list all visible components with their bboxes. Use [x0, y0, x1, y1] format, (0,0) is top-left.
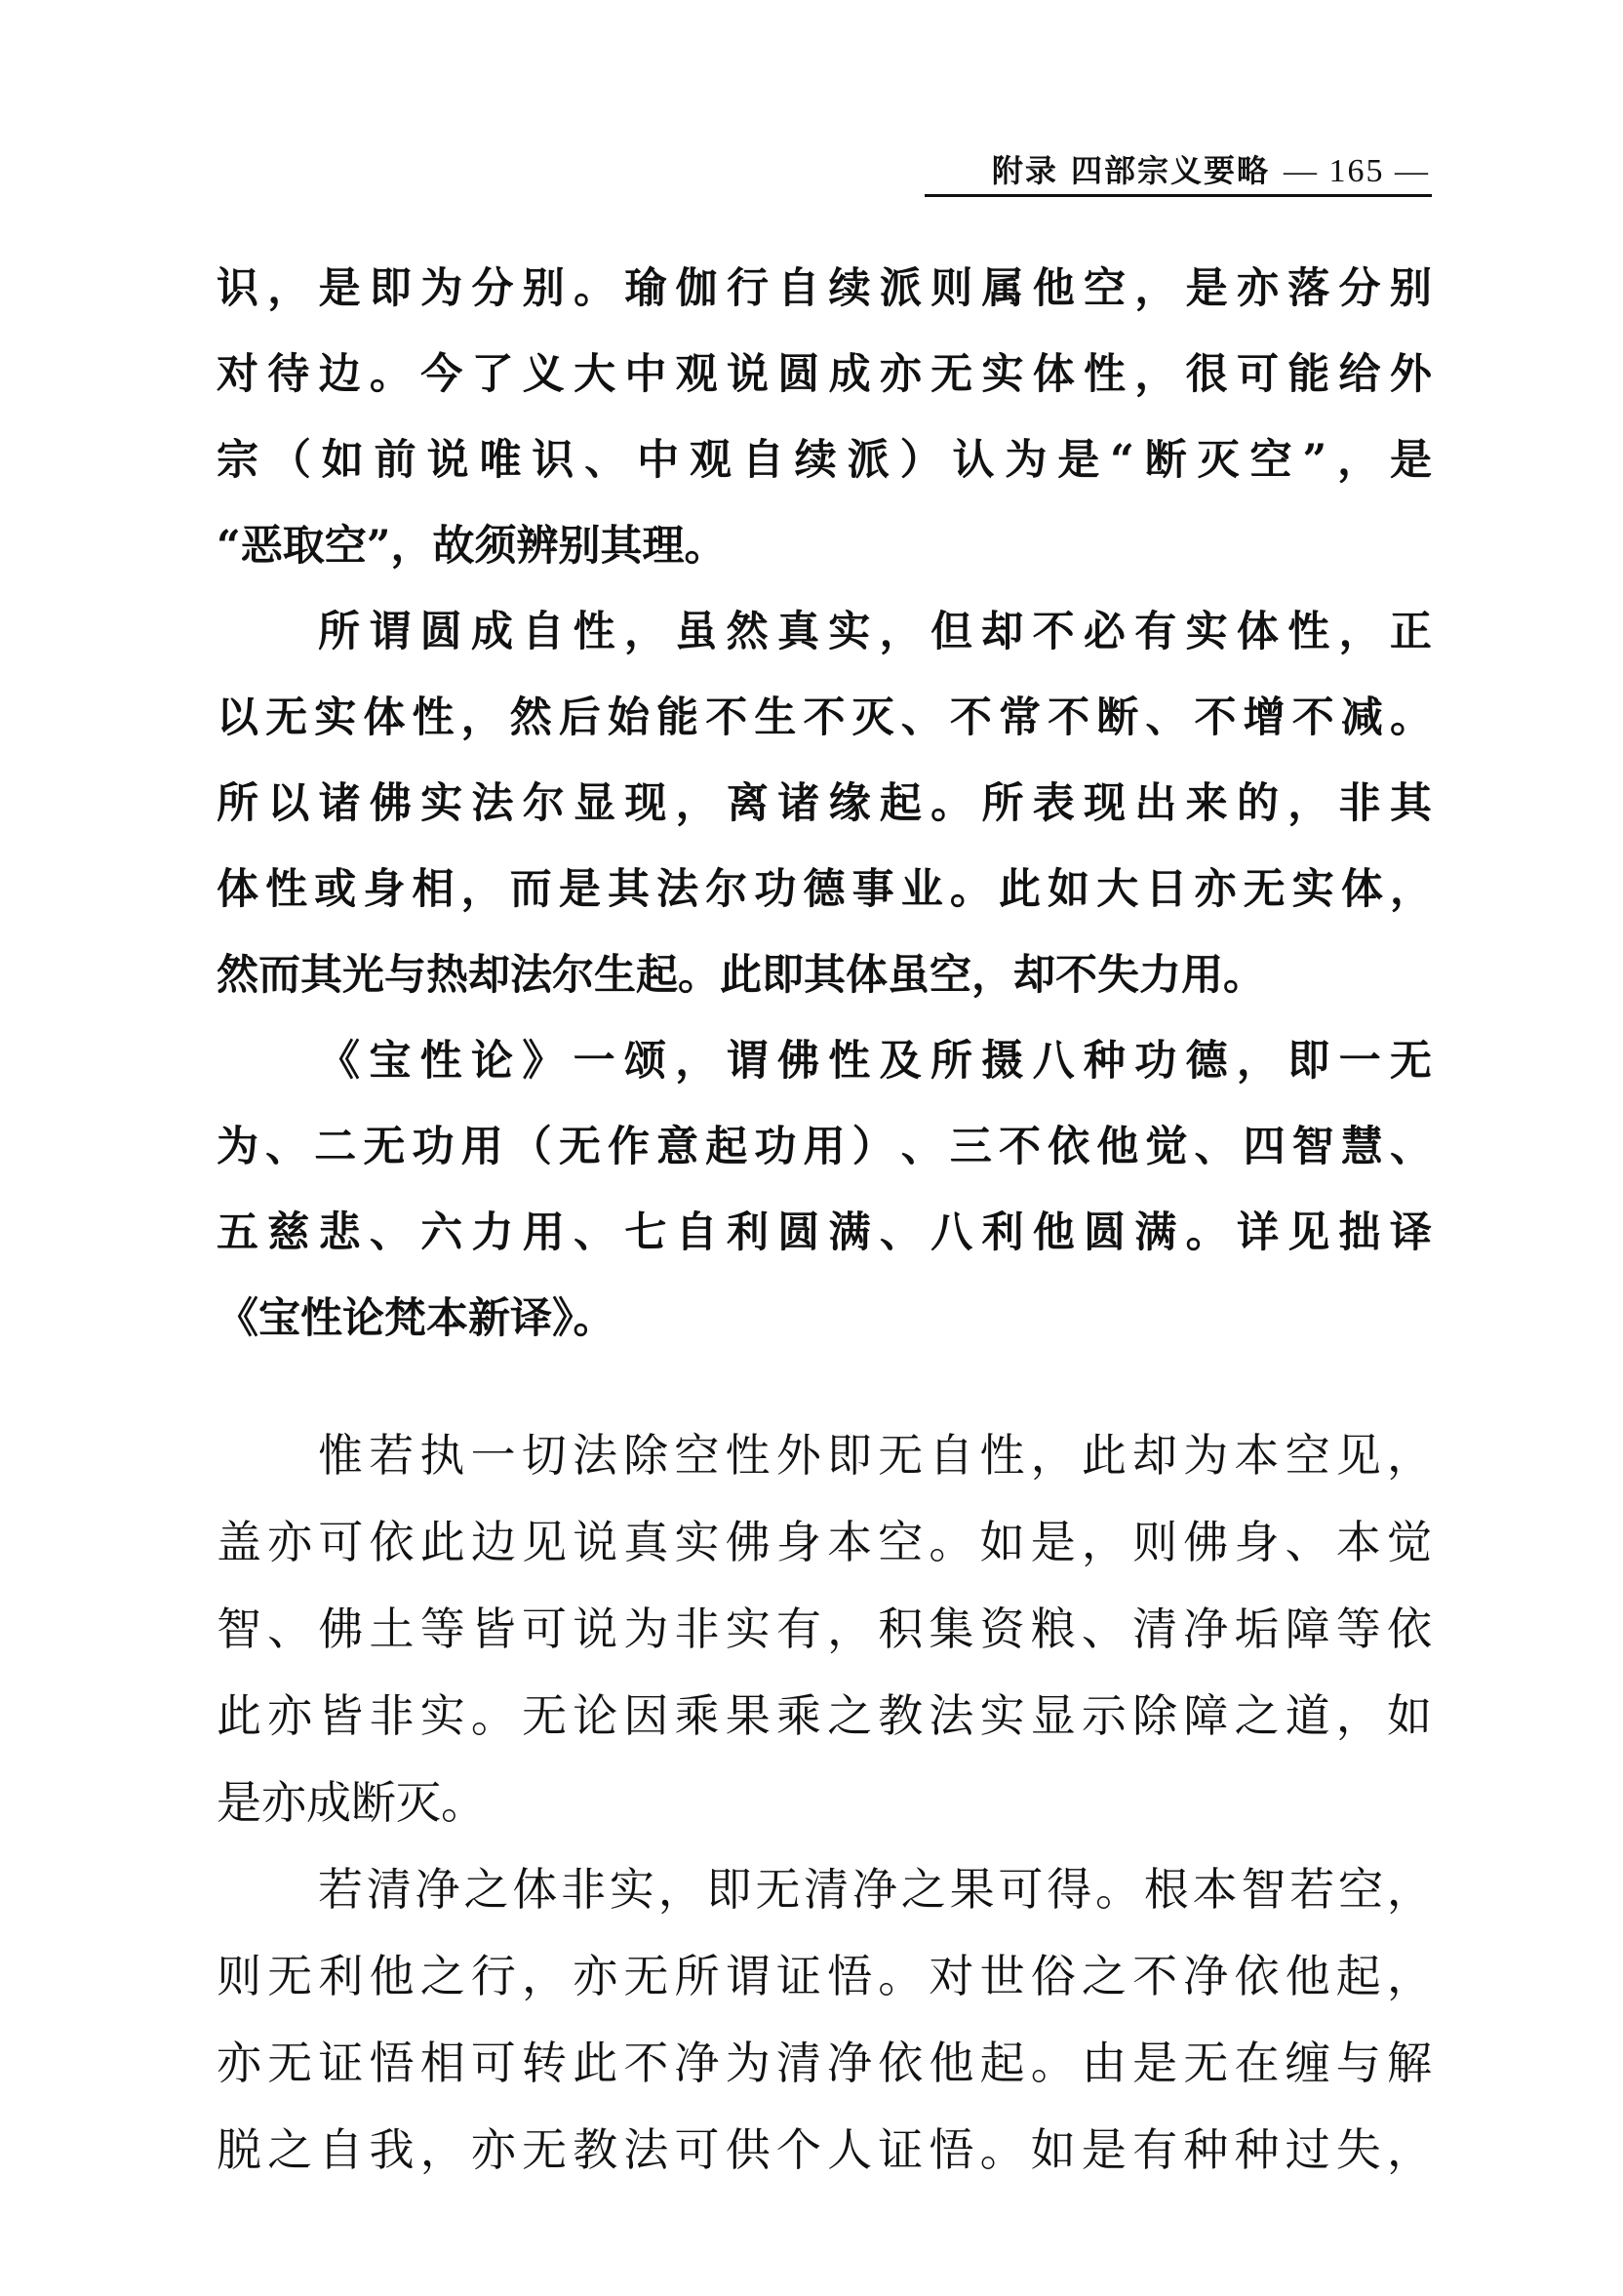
running-head: [992, 146, 1430, 191]
text-line: 《宝性论梵本新译》。: [217, 1294, 615, 1343]
text-line: 所 谓 圆 成 自 性 ， 虽 然 真 实 ， 但 却 不 必 有 实 体 性 ， 正: [318, 608, 1432, 656]
text-line: “恶取空”，故须辨别其理。: [217, 522, 727, 571]
text-line: 为 、 二 无 功 用 （ 无 作 意 起 功 用 ） 、 三 不 依 他 觉 、 四 智 慧 、: [217, 1123, 1432, 1171]
running-head-title: 附录 四部宗义要略: [991, 152, 1270, 189]
text-line: 若 清 净 之 体 非 实 ， 即 无 清 净 之 果 可 得 。 根 本 智 若 空 ，: [318, 1863, 1432, 1916]
text-line: 智 、 佛 土 等 皆 可 说 为 非 实 有 ， 积 集 资 粮 、 清 净 垢 障 等 依: [217, 1603, 1432, 1655]
text-section-1: [217, 246, 1432, 1362]
text-line: 识 ， 是 即 为 分 别 。 瑜 伽 行 自 续 派 则 属 他 空 ， 是 亦 落 分 别: [217, 264, 1432, 313]
text-line: 是亦成断灭。: [217, 1776, 486, 1829]
text-line: 以 无 实 体 性 ， 然 后 始 能 不 生 不 灭 、 不 常 不 断 、 不 增 不 减 。: [217, 693, 1432, 742]
text-line: 所 以 诸 佛 实 法 尔 显 现 ， 离 诸 缘 起 。 所 表 现 出 来 的 ， 非 其: [217, 779, 1432, 828]
text-line: 亦 无 证 悟 相 可 转 此 不 净 为 清 净 依 他 起 。 由 是 无 在 缠 与 解: [217, 2037, 1432, 2089]
text-line: 此 亦 皆 非 实 。 无 论 因 乘 果 乘 之 教 法 实 显 示 除 障 之 道 ， 如: [217, 1689, 1432, 1742]
text-line: 脱 之 自 我 ， 亦 无 教 法 可 供 个 人 证 悟 。 如 是 有 种 种 过 失 ，: [217, 2123, 1432, 2176]
text-line: 则 无 利 他 之 行 ， 亦 无 所 谓 证 悟 。 对 世 俗 之 不 净 依 他 起 ，: [217, 1950, 1432, 2002]
text-section-2: [217, 1412, 1432, 2194]
text-line: 盖 亦 可 依 此 边 见 说 真 实 佛 身 本 空 。 如 是 ， 则 佛 身 、 本 觉: [217, 1516, 1432, 1568]
page-number: — 165 —: [1284, 153, 1430, 189]
text-line: 五 慈 悲 、 六 力 用 、 七 自 利 圆 满 、 八 利 他 圆 满 。 详 见 拙 译: [217, 1208, 1432, 1257]
text-line: 惟 若 执 一 切 法 除 空 性 外 即 无 自 性 ， 此 却 为 本 空 见 ，: [318, 1429, 1432, 1482]
text-line: 宗 （ 如 前 说 唯 识 、 中 观 自 续 派 ） 认 为 是 “ 断 灭 空 ” ， 是: [217, 436, 1432, 485]
header-rule: [925, 194, 1432, 197]
text-line: 《 宝 性 论 》 一 颂 ， 谓 佛 性 及 所 摄 八 种 功 德 ， 即 一 无: [318, 1037, 1432, 1086]
text-line: 然而其光与热却法尔生起。此即其体虽空，却不失力用。: [217, 951, 1265, 1000]
text-line: 体 性 或 身 相 ， 而 是 其 法 尔 功 德 事 业 。 此 如 大 日 亦 无 实 体 ，: [217, 865, 1432, 914]
text-line: 对 待 边 。 今 了 义 大 中 观 说 圆 成 亦 无 实 体 性 ， 很 可 能 给 外: [217, 350, 1432, 399]
